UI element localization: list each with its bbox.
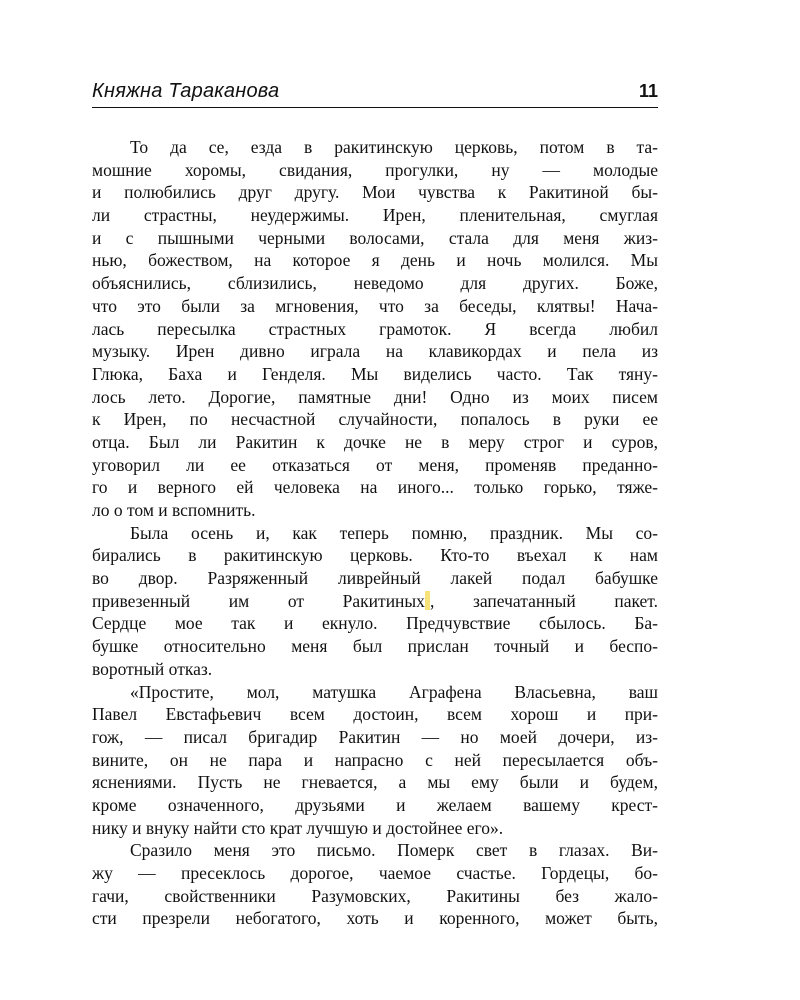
text-line: во двор. Разряженный ливрейный лакей подал бабушке [92, 568, 658, 589]
text-line: уговорил ли ее отказаться от меня, променяв преданно- [92, 454, 658, 475]
text-line: воротный отказ. [92, 658, 213, 679]
text-line: «Простите, мол, матушка Аграфена Власьевна, ваш [130, 681, 658, 702]
text-line: Сердце мое так и екнуло. Предчувствие сбылось. Ба- [92, 613, 658, 634]
text-line: То да се, езда в ракитинскую церковь, потом в та- [130, 137, 658, 157]
text-line: и с пышными черными волосами, стала для меня жиз- [92, 227, 658, 248]
book-page [92, 78, 658, 930]
text-line: что это были за мгновения, что за беседы, клятвы! Нача- [92, 295, 658, 316]
text-line: лось лето. Дорогие, памятные дни! Одно из моих писем [92, 386, 658, 407]
text-line: жу — пресеклось дорогое, чаемое счастье. Гордецы, бо- [92, 863, 658, 883]
text-segment: привезенный им от Ракитиных [92, 590, 425, 611]
text-line: сти презрели небогатого, хоть и коренного, может быть, [92, 908, 658, 929]
text-line: ли страстны, неудержимы. Ирен, пленительная, смуглая [92, 205, 658, 226]
text-line: го и верного ей человека на иного... только горько, тяже- [92, 477, 658, 498]
text-line: Была осень и, как теперь помню, праздник. Мы со- [130, 522, 658, 543]
text-line: нью, божеством, на которое я день и ночь молился. Мы [92, 250, 658, 271]
text-segment: , запечатанный пакет. [429, 590, 658, 611]
text-line: Глюка, Баха и Генделя. Мы виделись часто. Так тяну- [92, 363, 658, 384]
running-head [92, 78, 658, 108]
text-line: яснениями. Пусть не гневается, а мы ему были и будем, [92, 772, 658, 793]
text-line: Павел Евстафьевич всем достоин, всем хорош и при- [92, 704, 658, 725]
text-line: музыку. Ирен дивно играла на клавикордах и пела из [92, 341, 658, 362]
text-line: Сразило меня это письмо. Померк свет в глазах. Ви- [130, 840, 658, 861]
text-line: и полюбились друг другу. Мои чувства к Ракитиной бы- [92, 182, 658, 203]
text-line: ло о том и вспомнить. [92, 500, 256, 520]
text-line: мошние хоромы, свидания, прогулки, ну — молодые [92, 159, 658, 180]
text-line: кроме означенного, друзьями и желаем вашему крест- [92, 794, 658, 815]
body-text [92, 136, 658, 930]
text-line: вините, он не пара и напрасно с ней пересылается объ- [92, 749, 658, 770]
running-title: Княжна Тараканова [92, 80, 280, 102]
text-line: нику и внуку найти сто крат лучшую и достойнее его». [92, 817, 504, 838]
page-number: 11 [638, 81, 658, 101]
text-line: объяснились, сблизились, неведомо для других. Боже, [92, 273, 658, 294]
text-line-with-highlight [92, 590, 658, 613]
text-line: к Ирен, по несчастной случайности, попалось в руки ее [92, 409, 658, 430]
text-line: бирались в ракитинскую церковь. Кто-то въехал к нам [92, 545, 658, 566]
text-line: гачи, свойственники Разумовских, Ракитины без жало- [92, 885, 658, 906]
text-line: гож, — писал бригадир Ракитин — но моей дочери, из- [92, 726, 658, 747]
text-line: отца. Был ли Ракитин к дочке не в меру строг и суров, [92, 431, 658, 452]
text-line: бушке относительно меня был прислан точный и беспо- [92, 636, 658, 657]
text-line: лась пересылка страстных грамоток. Я всегда любил [92, 318, 658, 339]
